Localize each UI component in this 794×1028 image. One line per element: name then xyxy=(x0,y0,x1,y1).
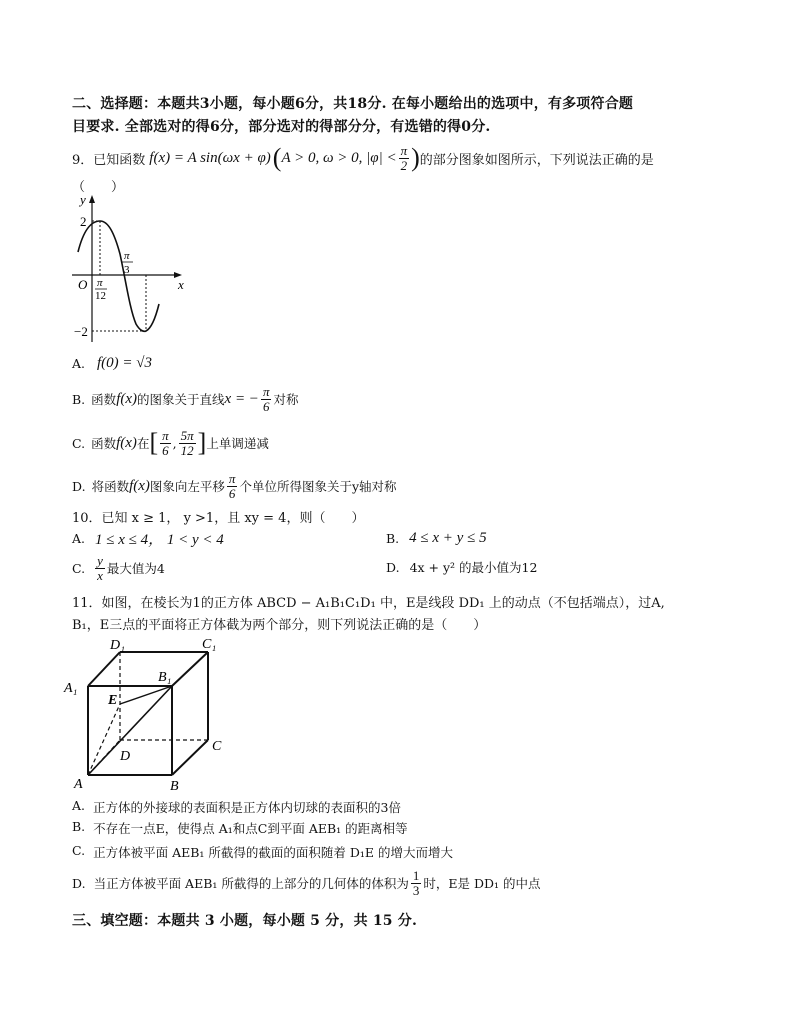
q10-option-b: B. 4 ≤ x + y ≤ 5 xyxy=(386,529,487,546)
q9-stem xyxy=(72,140,654,176)
tick-pi-3-num: π xyxy=(124,250,130,262)
q9-option-d: D. 将函数 f(x) 图象向左平移 $\frac{\pi}{6}$ 个单位所得图象关于y轴对称 xyxy=(72,470,397,501)
label-D1: D₁ xyxy=(110,638,125,653)
q9-sine-graph xyxy=(70,192,190,350)
y-axis-arrow-icon xyxy=(89,195,95,203)
section2-heading-line1: 二、选择题：本题共3小题，每小题6分，共18分. 在每小题给出的选项中，有多项符合题 xyxy=(72,96,634,112)
q9-cond-fraction: $\frac{\pi}{2}$ xyxy=(400,142,408,173)
q11-option-c: C. 正方体被平面 AEB₁ 所截得的截面的面积随着 D₁E 的增大而增大 xyxy=(72,843,453,860)
q9-function: f(x) = A sin(ωx + φ) xyxy=(149,149,271,166)
q9-option-b: B. 函数 f(x) 的图象关于直线 x = − $\frac{\pi}{6}$ 对称 xyxy=(72,383,299,414)
q11-cube-figure xyxy=(62,632,232,794)
tick-pi-12-num: π xyxy=(97,277,103,289)
y-axis-label: y xyxy=(80,192,86,207)
q9-answer-paren: （ ） xyxy=(72,180,125,195)
label-B: B xyxy=(170,779,179,794)
x-axis-label: x xyxy=(178,277,184,292)
q9-option-c: C. 函数 f(x) 在 [ $\frac{\pi}{6}$ , $\frac{5\pi}{12}$ ] 上单调递减 xyxy=(72,427,269,458)
q11-stem-line1: 11．如图，在棱长为1的正方体 ABCD − A₁B₁C₁D₁ 中，E是线段 DD₁ 上的动点（不包括端点），过A, xyxy=(72,596,665,611)
label-C1: C₁ xyxy=(202,637,217,652)
q10-option-a: A. 1 ≤ x ≤ 4， 1 < y < 4 xyxy=(72,530,224,548)
q11-option-d: D. 当正方体被平面 AEB₁ 所截得的上部分的几何体的体积为 $\frac{1}{3}$ 时，E是 DD₁ 的中点 xyxy=(72,867,541,898)
q9-right-paren: ) xyxy=(411,143,420,172)
sine-curve xyxy=(78,221,159,331)
q9-suffix: 的部分图象如图所示，下列说法正确的是 xyxy=(419,152,654,168)
label-D: D xyxy=(120,749,131,764)
section3-heading: 三、填空题：本题共 3 小题，每小题 5 分，共 15 分. xyxy=(72,913,418,929)
q9-condition: A > 0, ω > 0, |φ| < xyxy=(281,149,397,166)
section2-heading-line2: 目要求. 全部选对的得6分，部分选对的得部分分，有选错的得0分. xyxy=(72,119,491,135)
label-E: E xyxy=(108,693,118,708)
q9-option-a: A. f(0) = √3 xyxy=(72,354,153,371)
q10-stem: 10．已知 x ≥ 1， y >1，且 xy = 4，则（ ） xyxy=(72,511,365,526)
label-A1: A₁ xyxy=(64,681,78,696)
y-min-label: −2 xyxy=(74,324,88,339)
label-B1: B₁ xyxy=(158,670,172,685)
q11-option-b: B. 不存在一点E，使得点 A₁和点C到平面 AEB₁ 的距离相等 xyxy=(72,819,408,836)
q11-stem-line2: B₁，E三点的平面将正方体截为两个部分，则下列说法正确的是（ ） xyxy=(72,618,487,633)
label-C: C xyxy=(212,739,222,754)
label-A: A xyxy=(74,777,83,792)
tick-pi-3-den: 3 xyxy=(124,264,130,276)
origin-label: O xyxy=(78,277,88,292)
tick-pi-12-den: 12 xyxy=(95,290,106,302)
y-max-label: 2 xyxy=(80,214,87,229)
q11-option-a: A. 正方体的外接球的表面积是正方体内切球的表面积的3倍 xyxy=(72,798,401,815)
q10-option-c: C. $\frac{y}{x}$ 最大值为4 xyxy=(72,552,165,583)
q9-left-paren: ( xyxy=(272,143,282,172)
q9-prefix: 9．已知函数 xyxy=(72,152,146,168)
q10-option-d: D. 4x + y² 的最小值为12 xyxy=(386,559,538,575)
